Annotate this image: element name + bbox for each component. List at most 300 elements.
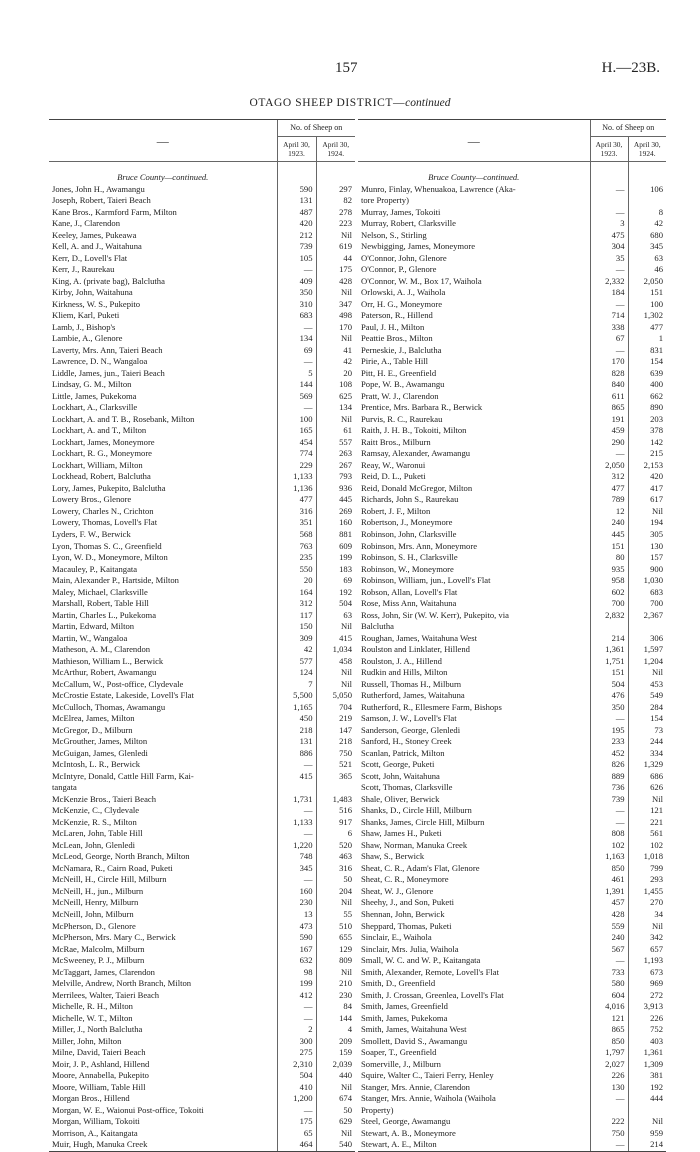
sheep-1923-cell: 826 — [590, 759, 628, 771]
table-row — [358, 207, 666, 219]
owner-name-cell: Sinclair, Mrs. Julia, Waihola — [361, 943, 459, 954]
sheep-1923-cell: 304 — [590, 241, 628, 253]
sheep-1923-cell: 464 — [277, 1139, 316, 1151]
sheep-1923-cell: 428 — [590, 909, 628, 921]
sheep-1924-cell: 890 — [628, 402, 666, 414]
table-row — [49, 978, 355, 990]
sheep-1923-cell: — — [277, 759, 316, 771]
sheep-1923-cell: 350 — [590, 702, 628, 714]
sheep-1924-cell: Nil — [316, 333, 355, 345]
table-row — [49, 713, 355, 725]
owner-name-cell: O'Connor, John, Glenore — [361, 252, 447, 263]
table-row — [358, 633, 666, 645]
sheep-1924-cell: 210 — [316, 978, 355, 990]
sheep-1923-cell: 121 — [590, 1013, 628, 1025]
sheep-1924-cell: Nil — [316, 667, 355, 679]
sheep-1924-cell: 1,361 — [628, 1047, 666, 1059]
table-row — [49, 805, 355, 817]
sheep-1923-cell: 1,165 — [277, 702, 316, 714]
table-row — [358, 218, 666, 230]
sheep-1923-cell: 170 — [590, 356, 628, 368]
sheep-1923-cell: 445 — [590, 529, 628, 541]
owner-name-cell: Robinson, Mrs. Ann, Moneymore — [361, 540, 478, 551]
table-row — [49, 921, 355, 933]
table-row — [49, 437, 355, 449]
sheep-1924-cell: 463 — [316, 851, 355, 863]
sheep-1924-cell: 444 — [628, 1093, 666, 1105]
table-row — [49, 1024, 355, 1036]
sheep-1923-cell: 1,731 — [277, 794, 316, 806]
table-row — [358, 1036, 666, 1048]
sheep-1923-cell: 42 — [277, 644, 316, 656]
table-row — [49, 955, 355, 967]
owner-name-cell: McIntosh, L. R., Berwick — [52, 759, 141, 770]
sheep-1923-cell: 748 — [277, 851, 316, 863]
table-row — [49, 794, 355, 806]
sheep-1923-cell: 160 — [277, 886, 316, 898]
owner-name-cell: Rutherford, R., Ellesmere Farm, Bishops — [361, 701, 502, 712]
table-row — [358, 1082, 666, 1094]
table-row — [358, 575, 666, 587]
owner-name-cell: McLeod, George, North Branch, Milton — [52, 851, 190, 862]
sheep-1923-cell: 477 — [590, 483, 628, 495]
sheep-1924-cell: 20 — [316, 368, 355, 380]
sheep-1923-cell: 409 — [277, 276, 316, 288]
owner-name-cell: McNeill, H., jun., Milburn — [52, 885, 144, 896]
table-row — [49, 207, 355, 219]
page-number: 157 — [335, 60, 358, 76]
table-row — [49, 598, 355, 610]
sheep-1924-cell: Nil — [628, 506, 666, 518]
table-row — [358, 736, 666, 748]
owner-name-cell: Lindsay, G. M., Milton — [52, 379, 132, 390]
table-row — [49, 1047, 355, 1059]
sheep-1924-cell: 1,455 — [628, 886, 666, 898]
table-row — [358, 506, 666, 518]
owner-name-cell: Smith, James, Pukekoma — [361, 1012, 448, 1023]
table-row — [49, 368, 355, 380]
owner-name-cell: O'Connor, W. M., Box 17, Waihola — [361, 275, 482, 286]
sheep-1924-cell: 809 — [316, 955, 355, 967]
sheep-1923-cell: 590 — [277, 184, 316, 196]
sheep-1924-cell: 305 — [628, 529, 666, 541]
sheep-1924-cell: 750 — [316, 748, 355, 760]
sheep-1924-cell: 673 — [628, 967, 666, 979]
sheep-1923-cell: 235 — [277, 552, 316, 564]
sheep-1923-cell: 65 — [277, 1128, 316, 1140]
table-row — [358, 1105, 666, 1117]
owner-name-cell: Stewart, A. B., Moneymore — [361, 1127, 456, 1138]
sheep-1924-cell: 267 — [316, 460, 355, 472]
sheep-1924-cell: 415 — [316, 633, 355, 645]
owner-name-cell: McKenzie, C., Clydevale — [52, 805, 140, 816]
owner-name-cell: Jones, John H., Awamangu — [52, 183, 145, 194]
sheep-1924-cell: 55 — [316, 909, 355, 921]
table-row — [49, 621, 355, 633]
sheep-1924-cell: 214 — [628, 1139, 666, 1151]
owner-name-cell: Macauley, P., Kaitangata — [52, 563, 138, 574]
sheep-1924-cell: 192 — [316, 587, 355, 599]
sheep-1924-cell: Nil — [316, 414, 355, 426]
owner-name-cell: McCulloch, Thomas, Awamangu — [52, 701, 166, 712]
owner-name-cell: Shaw, James H., Puketi — [361, 828, 442, 839]
owner-name-cell: Smith, J. Crossan, Greenlea, Lovell's Flat — [361, 989, 504, 1000]
table-row — [49, 552, 355, 564]
owner-name-cell: Property) — [361, 1104, 394, 1115]
sheep-1924-cell: 272 — [628, 990, 666, 1002]
owner-name-cell: McGrouther, James, Milton — [52, 736, 148, 747]
table-row — [358, 679, 666, 691]
table-row — [358, 863, 666, 875]
sheep-1923-cell: 459 — [590, 425, 628, 437]
sheep-1924-cell: 284 — [628, 702, 666, 714]
sheep-1924-cell: 73 — [628, 725, 666, 737]
sheep-1924-cell: 1,597 — [628, 644, 666, 656]
sheep-1923-cell: 312 — [590, 471, 628, 483]
table-row — [358, 253, 666, 265]
sheep-1924-cell: 881 — [316, 529, 355, 541]
table-row — [358, 955, 666, 967]
table-row — [49, 990, 355, 1002]
sheep-1924-cell: 144 — [316, 1013, 355, 1025]
owner-name-cell: Peattie Bros., Milton — [361, 333, 433, 344]
sheep-1924-cell: 477 — [628, 322, 666, 334]
sheep-1924-cell: 278 — [316, 207, 355, 219]
owner-name-cell: Rutherford, James, Waitahuna — [361, 690, 465, 701]
table-row — [358, 667, 666, 679]
sheep-1923-cell: 7 — [277, 679, 316, 691]
owner-name-cell: Scott, John, Waitahuna — [361, 770, 440, 781]
sheep-1924-cell: Nil — [628, 794, 666, 806]
owner-name-cell: King, A. (private bag), Balclutha — [52, 275, 165, 286]
table-row — [358, 425, 666, 437]
owner-name-cell: Sheppard, Thomas, Puketi — [361, 920, 452, 931]
table-row — [49, 506, 355, 518]
sheep-1923-cell: 222 — [590, 1116, 628, 1128]
owner-name-cell: Robert, J. F., Milton — [361, 505, 431, 516]
sheep-1923-cell: 164 — [277, 587, 316, 599]
owner-name-cell: McIntyre, Donald, Cattle Hill Farm, Kai- — [52, 770, 194, 781]
table-row — [358, 494, 666, 506]
table-row — [358, 345, 666, 357]
sheep-1923-cell: 240 — [590, 517, 628, 529]
owner-name-cell: Roulston, J. A., Hillend — [361, 655, 442, 666]
sheep-1924-cell: 557 — [316, 437, 355, 449]
table-row — [358, 656, 666, 668]
sheep-1924-cell: 420 — [628, 471, 666, 483]
sheep-1923-cell: 165 — [277, 425, 316, 437]
owner-name-cell: McSweeney, P. J., Milburn — [52, 955, 145, 966]
owner-name-cell: McGregor, D., Milburn — [52, 724, 133, 735]
table-row — [49, 1116, 355, 1128]
sheep-1924-cell: 752 — [628, 1024, 666, 1036]
table-row — [49, 679, 355, 691]
sheep-1923-cell: 700 — [590, 598, 628, 610]
sheep-1924-cell: Nil — [316, 897, 355, 909]
sheep-1923-cell — [590, 1105, 628, 1117]
sheep-1923-cell: 233 — [590, 736, 628, 748]
sheep-1923-cell: 131 — [277, 195, 316, 207]
table-row — [358, 759, 666, 771]
owner-name-cell: Scott, George, Puketi — [361, 759, 435, 770]
sheep-1923-cell: 2,332 — [590, 276, 628, 288]
table-row — [49, 483, 355, 495]
sheep-1924-cell: 1,483 — [316, 794, 355, 806]
table-row — [358, 782, 666, 794]
owner-name-cell: Robinson, W., Moneymore — [361, 563, 454, 574]
name-column-header: — — [49, 120, 277, 162]
sheep-1924-cell: 936 — [316, 483, 355, 495]
sheep-1923-cell: 415 — [277, 771, 316, 783]
sheep-1923-cell: 310 — [277, 299, 316, 311]
table-row — [49, 828, 355, 840]
owner-name-cell: Paul, J. H., Milton — [361, 321, 425, 332]
sheep-1924-cell: 686 — [628, 771, 666, 783]
owner-name-cell: Milne, David, Taieri Beach — [52, 1047, 146, 1058]
owner-name-cell: Matheson, A. M., Clarendon — [52, 644, 151, 655]
owner-name-cell: tore Property) — [361, 195, 409, 206]
table-row — [49, 1036, 355, 1048]
page-title — [0, 97, 700, 109]
sheep-1923-cell: 131 — [277, 736, 316, 748]
sheep-1923-cell: — — [590, 207, 628, 219]
sheep-1923-cell: 290 — [590, 437, 628, 449]
sheep-1924-cell: 147 — [316, 725, 355, 737]
table-row — [358, 690, 666, 702]
table-row — [49, 391, 355, 403]
sheep-1924-cell: 378 — [628, 425, 666, 437]
table-row — [49, 529, 355, 541]
table-row — [49, 782, 355, 794]
document-reference: H.—23B. — [601, 60, 660, 76]
sheep-1924-cell: 84 — [316, 1001, 355, 1013]
sheep-1923-cell: 312 — [277, 598, 316, 610]
table-row — [49, 264, 355, 276]
table-row — [358, 874, 666, 886]
sheep-1923-cell: 98 — [277, 967, 316, 979]
sheep-1924-cell: 3,913 — [628, 1001, 666, 1013]
sheep-1924-cell — [628, 195, 666, 207]
owner-name-cell: Rudkin and Hills, Milton — [361, 667, 448, 678]
sheep-1924-cell: 6 — [316, 828, 355, 840]
sheep-1924-cell: 134 — [316, 402, 355, 414]
table-row — [358, 990, 666, 1002]
sheep-1923-cell: 13 — [277, 909, 316, 921]
owner-name-cell: Lowery Bros., Glenore — [52, 494, 132, 505]
table-row — [49, 967, 355, 979]
table-row — [358, 587, 666, 599]
table-row — [358, 621, 666, 633]
table-row — [358, 564, 666, 576]
table-row — [49, 448, 355, 460]
owner-name-cell: Sinclair, E., Waihola — [361, 932, 432, 943]
sheep-1923-cell: 20 — [277, 575, 316, 587]
sheep-1924-cell: 549 — [628, 690, 666, 702]
sheep-1924-cell: 69 — [316, 575, 355, 587]
sheep-1923-cell: — — [590, 713, 628, 725]
owner-name-cell: McRae, Malcolm, Milburn — [52, 943, 145, 954]
sheep-1924-cell: 2,050 — [628, 276, 666, 288]
table-row — [358, 725, 666, 737]
sheep-1924-cell: Nil — [628, 1116, 666, 1128]
table-row — [49, 748, 355, 760]
table-row — [358, 448, 666, 460]
sheep-1923-cell: 461 — [590, 874, 628, 886]
sheep-1923-cell: — — [277, 828, 316, 840]
owner-name-cell: Richards, John S., Raurekau — [361, 494, 459, 505]
sheep-1923-cell: 763 — [277, 541, 316, 553]
owner-name-cell: Muir, Hugh, Manuka Creek — [49, 1139, 277, 1151]
sheep-1924-cell: 306 — [628, 633, 666, 645]
table-row — [358, 1001, 666, 1013]
sheep-1923-cell: 412 — [277, 990, 316, 1002]
sheep-1923-cell: 105 — [277, 253, 316, 265]
table-row — [49, 644, 355, 656]
table-row — [49, 218, 355, 230]
owner-name-cell: Reid, Donald McGregor, Milton — [361, 482, 473, 493]
table-row — [358, 356, 666, 368]
sheep-1924-cell: 154 — [628, 713, 666, 725]
sheep-1924-cell: 223 — [316, 218, 355, 230]
sheep-1923-cell: — — [590, 955, 628, 967]
sheep-1923-cell: 195 — [590, 725, 628, 737]
owner-name-cell: Reid, D. L., Puketi — [361, 471, 426, 482]
sheep-1924-cell: 657 — [628, 944, 666, 956]
left-sheep-table — [49, 119, 355, 1152]
sheep-1923-cell: 167 — [277, 944, 316, 956]
sheep-1923-cell: 840 — [590, 379, 628, 391]
owner-name-cell: Marshall, Robert, Table Hill — [52, 598, 149, 609]
sheep-1924-cell: 226 — [628, 1013, 666, 1025]
owner-name-cell: McNeill, H., Circle Hill, Milburn — [52, 874, 167, 885]
sheep-1924-cell: 1,302 — [628, 310, 666, 322]
owner-name-cell: McNamara, R., Cairn Road, Puketi — [52, 862, 173, 873]
right-table-block — [358, 119, 666, 1152]
table-row — [358, 771, 666, 783]
sheep-1923-cell: 473 — [277, 921, 316, 933]
col-1924-header: April 30, 1924. — [316, 137, 355, 162]
owner-name-cell: tangata — [52, 782, 77, 793]
sheep-1923-cell: 80 — [590, 552, 628, 564]
sheep-1924-cell: 917 — [316, 817, 355, 829]
table-row — [49, 287, 355, 299]
sheep-1924-cell: 1,193 — [628, 955, 666, 967]
name-column-header: — — [358, 120, 590, 162]
table-row — [49, 517, 355, 529]
sheep-1923-cell: — — [277, 1105, 316, 1117]
owner-name-cell: Kane Bros., Karmford Farm, Milton — [52, 206, 177, 217]
owner-name-cell: Moir, J. P., Ashland, Hillend — [52, 1058, 150, 1069]
sheep-1923-cell: 1,361 — [590, 644, 628, 656]
table-row — [358, 391, 666, 403]
sheep-1924-cell: 540 — [316, 1139, 355, 1151]
table-row — [49, 656, 355, 668]
sheep-1924-cell: 521 — [316, 759, 355, 771]
table-row — [49, 690, 355, 702]
owner-name-cell: Morrison, A., Kaitangata — [52, 1127, 138, 1138]
sheep-1924-cell: 46 — [628, 264, 666, 276]
owner-name-cell: Nelson, S., Stirling — [361, 229, 427, 240]
sheep-1923-cell: 35 — [590, 253, 628, 265]
sheep-1924-cell: 347 — [316, 299, 355, 311]
sheep-1923-cell: 229 — [277, 460, 316, 472]
sheep-1924-cell — [316, 782, 355, 794]
owner-name-cell: McArthur, Robert, Awamangu — [52, 667, 157, 678]
sheep-group-header: No. of Sheep on — [590, 120, 666, 137]
sheep-1923-cell: 477 — [277, 494, 316, 506]
sheep-1924-cell: 293 — [628, 874, 666, 886]
owner-name-cell: McNeill, Henry, Milburn — [52, 897, 139, 908]
sheep-1923-cell: 144 — [277, 379, 316, 391]
table-row — [358, 471, 666, 483]
sheep-1923-cell: — — [590, 805, 628, 817]
owner-name-cell: Sheehy, J., and Son, Puketi — [361, 897, 455, 908]
sheep-1923-cell: 604 — [590, 990, 628, 1002]
sheep-1923-cell: 4,016 — [590, 1001, 628, 1013]
sheep-1924-cell: 2,367 — [628, 610, 666, 622]
owner-name-cell: O'Connor, P., Glenore — [361, 264, 437, 275]
table-row — [358, 598, 666, 610]
sheep-1924-cell: 2,039 — [316, 1059, 355, 1071]
sheep-1923-cell: 865 — [590, 402, 628, 414]
sheep-1923-cell: 316 — [277, 506, 316, 518]
table-row — [358, 967, 666, 979]
sheep-1924-cell: 215 — [628, 448, 666, 460]
owner-name-cell: Joseph, Robert, Taieri Beach — [52, 195, 151, 206]
sheep-1923-cell: — — [277, 805, 316, 817]
table-row — [358, 909, 666, 921]
sheep-1923-cell: 590 — [277, 932, 316, 944]
table-row — [358, 1059, 666, 1071]
section-heading: Bruce County—continued. — [117, 172, 209, 182]
table-row — [49, 1001, 355, 1013]
sheep-1923-cell: 454 — [277, 437, 316, 449]
sheep-1924-cell: 417 — [628, 483, 666, 495]
sheep-1923-cell: 1,136 — [277, 483, 316, 495]
sheep-1923-cell: 199 — [277, 978, 316, 990]
sheep-1923-cell: 736 — [590, 782, 628, 794]
owner-name-cell: Shaw, Norman, Manuka Creek — [361, 839, 468, 850]
sheep-1923-cell: 117 — [277, 610, 316, 622]
owner-name-cell: Lockhart, A., Clarksville — [52, 402, 138, 413]
owner-name-cell: Lockhead, Robert, Balclutha — [52, 471, 151, 482]
table-row — [49, 725, 355, 737]
sheep-1924-cell: Nil — [316, 679, 355, 691]
owner-name-cell: McCallum, W., Post-office, Clydevale — [52, 678, 184, 689]
owner-name-cell: Russell, Thomas H., Milburn — [361, 678, 462, 689]
table-row — [358, 195, 666, 207]
table-row — [49, 564, 355, 576]
table-row — [49, 897, 355, 909]
sheep-1923-cell: 2,050 — [590, 460, 628, 472]
sheep-1923-cell: — — [277, 874, 316, 886]
sheep-1923-cell: 2,310 — [277, 1059, 316, 1071]
table-row — [358, 840, 666, 852]
sheep-1923-cell: 184 — [590, 287, 628, 299]
owner-name-cell: Miller, J., North Balclutha — [52, 1024, 143, 1035]
owner-name-cell: Soaper, T., Greenfield — [361, 1047, 437, 1058]
sheep-1924-cell: 639 — [628, 368, 666, 380]
sheep-1924-cell — [628, 1105, 666, 1117]
sheep-1923-cell: 420 — [277, 218, 316, 230]
owner-name-cell: McPherson, D., Glenore — [52, 920, 136, 931]
table-row — [358, 299, 666, 311]
table-row — [49, 909, 355, 921]
owner-name-cell: McNeill, John, Milburn — [52, 909, 134, 919]
owner-name-cell: Lamb, J., Bishop's — [52, 321, 116, 332]
table-row — [49, 253, 355, 265]
sheep-1924-cell: 458 — [316, 656, 355, 668]
